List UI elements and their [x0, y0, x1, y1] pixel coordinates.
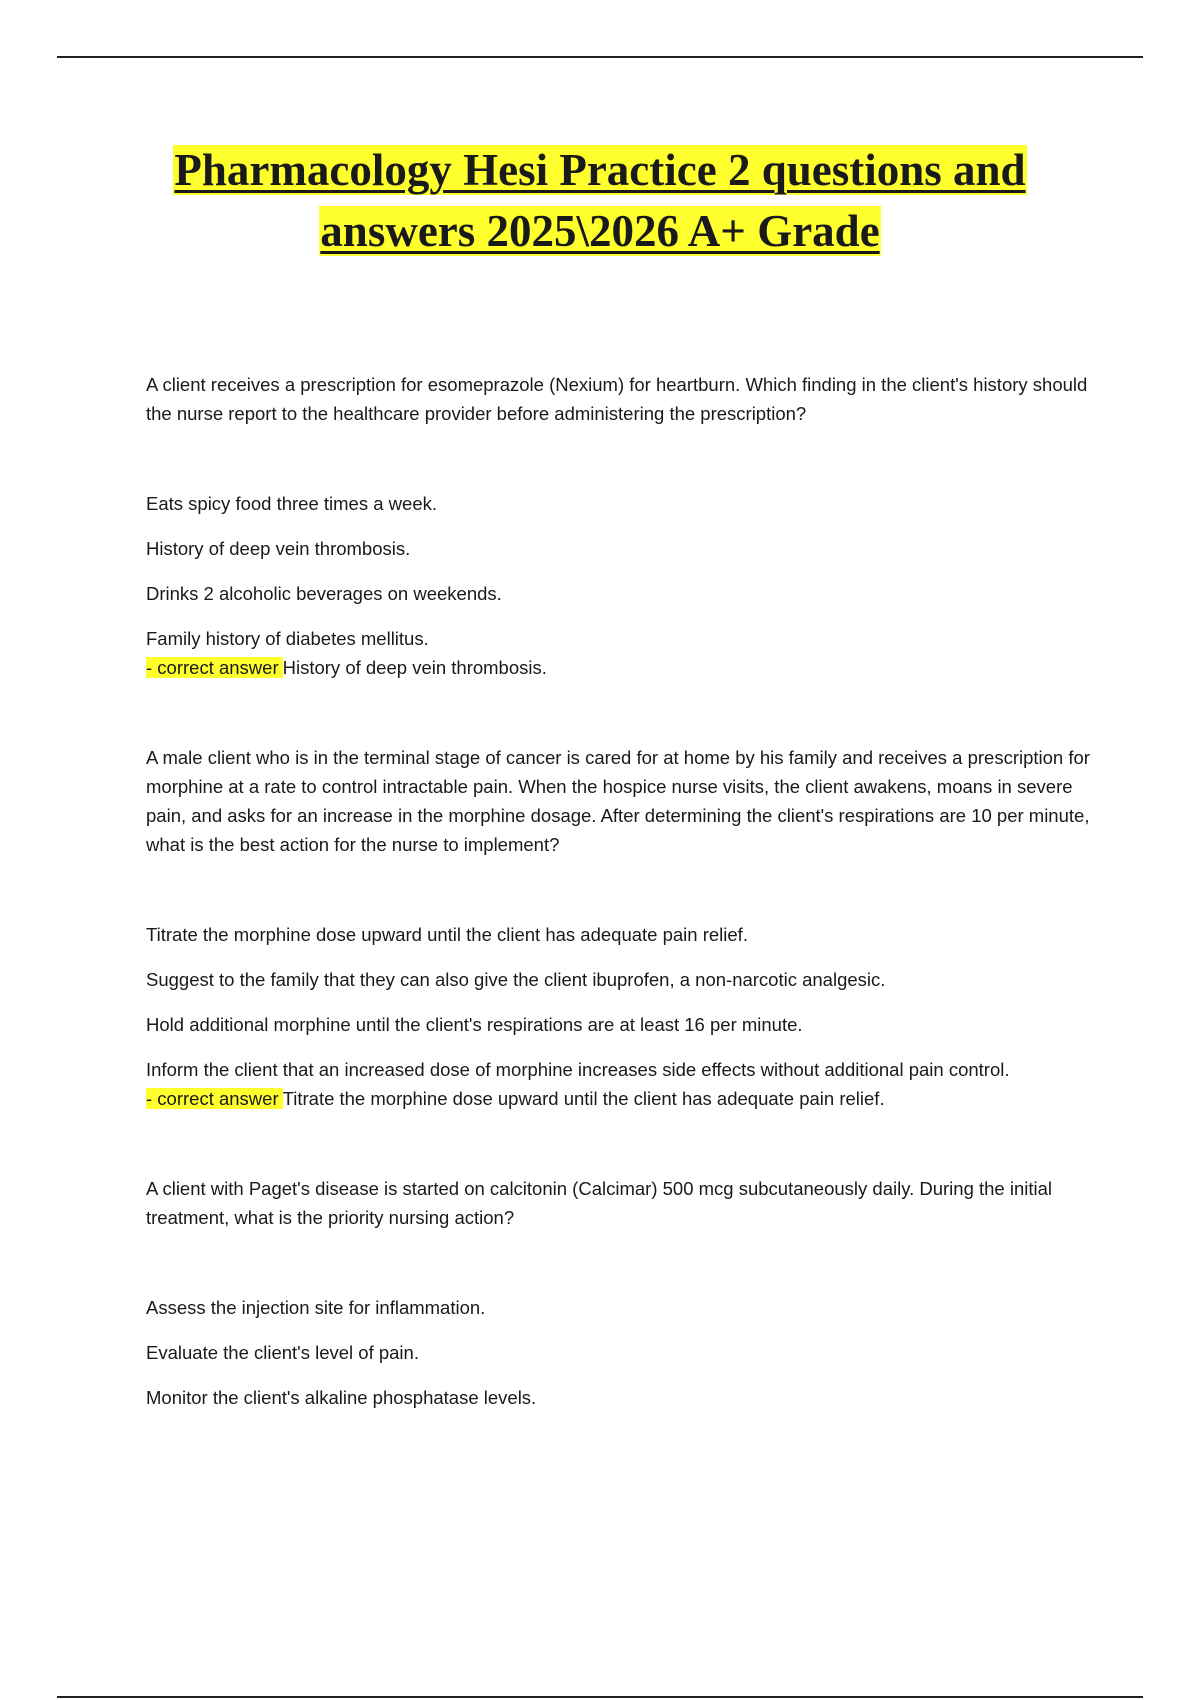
question-block-2	[146, 743, 1096, 1113]
answer-option: Titrate the morphine dose upward until the client has adequate pain relief.	[146, 924, 748, 945]
correct-answer	[146, 1084, 1096, 1113]
bottom-rule	[57, 1696, 1143, 1698]
answer-option: Evaluate the client's level of pain.	[146, 1342, 419, 1363]
document-title	[100, 140, 1100, 262]
document-title-text: Pharmacology Hesi Practice 2 questions and answers 2025\2026 A+ Grade	[174, 145, 1026, 256]
question-text: A male client who is in the terminal stage of cancer is cared for at home by his family and receives a prescription for morphine at a rate to control intractable pain. When the hospice nurse visits, the client awakens, moans in severe pain, and asks for an increase in the morphine dosage. After determining the client's respirations are 10 per minute, what is the best action for the nurse to implement?	[146, 747, 1090, 855]
correct-answer-label: - correct answer	[146, 657, 283, 678]
answer-option: Inform the client that an increased dose of morphine increases side effects without additional pain control.	[146, 1059, 1010, 1080]
answer-option: Assess the injection site for inflammation.	[146, 1297, 486, 1318]
answer-option: Suggest to the family that they can also give the client ibuprofen, a non-narcotic analgesic.	[146, 969, 886, 990]
answer-option: Eats spicy food three times a week.	[146, 493, 437, 514]
answer-option: History of deep vein thrombosis.	[146, 538, 411, 559]
answer-option: Family history of diabetes mellitus.	[146, 628, 429, 649]
correct-answer-text: History of deep vein thrombosis.	[282, 657, 547, 678]
answer-option: Drinks 2 alcoholic beverages on weekends.	[146, 583, 502, 604]
document-body	[146, 370, 1096, 1412]
correct-answer	[146, 653, 1096, 682]
answer-option: Monitor the client's alkaline phosphatase levels.	[146, 1387, 537, 1408]
correct-answer-text: Titrate the morphine dose upward until the client has adequate pain relief.	[282, 1088, 885, 1109]
answer-option: Hold additional morphine until the client's respirations are at least 16 per minute.	[146, 1014, 803, 1035]
question-block-1	[146, 370, 1096, 682]
question-text: A client receives a prescription for esomeprazole (Nexium) for heartburn. Which finding in the client's history should the nurse report to the healthcare provider before administering the prescription?	[146, 374, 1088, 424]
top-rule	[57, 56, 1143, 58]
question-text: A client with Paget's disease is started on calcitonin (Calcimar) 500 mcg subcutaneously daily. During the initial treatment, what is the priority nursing action?	[146, 1178, 1053, 1228]
question-block-3	[146, 1174, 1096, 1412]
correct-answer-label: - correct answer	[146, 1088, 283, 1109]
